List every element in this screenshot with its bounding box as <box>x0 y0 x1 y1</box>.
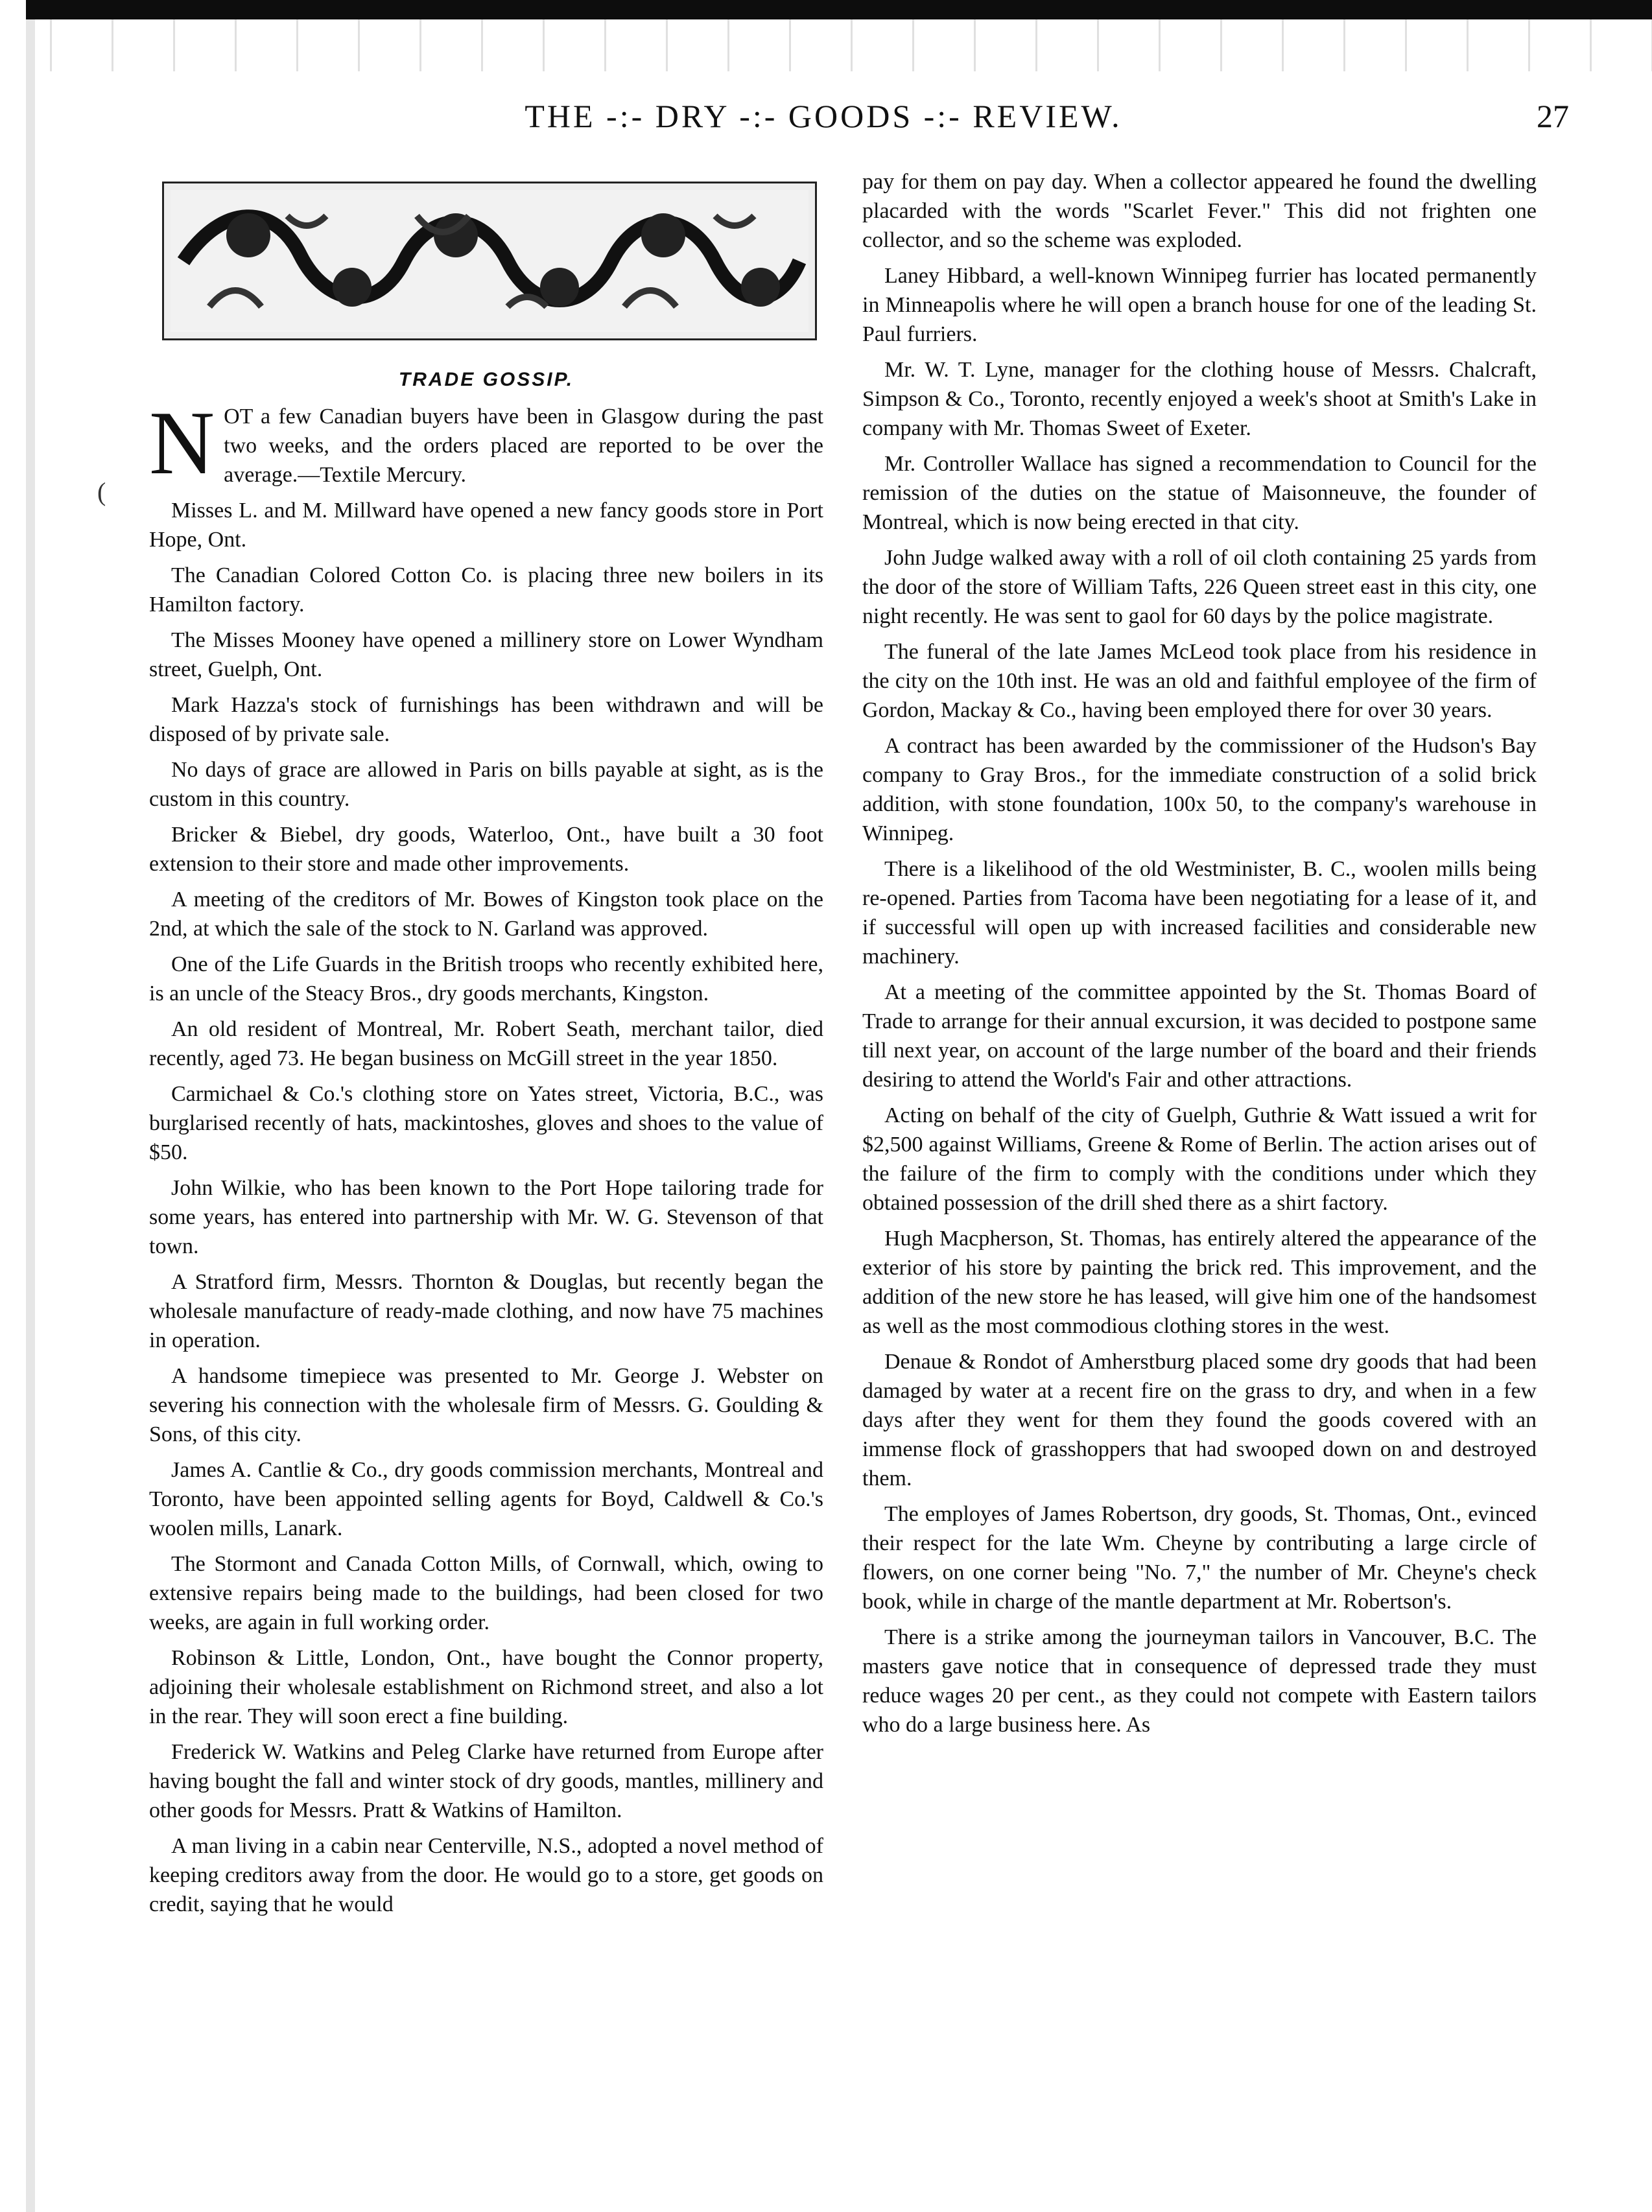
right-column <box>862 167 1537 1746</box>
news-item-paragraph: Denaue & Rondot of Amherstburg placed some dry goods that had been damaged by water at a recent fire on the grass to dry, and when in a few days after they went for them they found the goods covered with an immense flock of grasshoppers that had swooped down on and destroyed them. <box>862 1350 1537 1490</box>
publication-title: THE -:- DRY -:- GOODS -:- REVIEW. <box>525 98 1122 134</box>
top-border-speckle <box>26 19 1652 71</box>
news-item-paragraph: Misses L. and M. Millward have opened a new fancy goods store in Port Hope, Ont. <box>149 499 823 552</box>
news-item-paragraph: Mark Hazza's stock of furnishings has been withdrawn and will be disposed of by private sale. <box>149 693 823 746</box>
section-title: TRADE GOSSIP. <box>398 369 574 390</box>
drop-cap: N <box>149 393 215 493</box>
news-item-paragraph: At a meeting of the committee appointed by the St. Thomas Board of Trade to arrange for their annual excursion, it was decided to postpone same till next year, on account of the large number of the board and their friends desiring to attend the World's Fair and other attractions. <box>862 980 1537 1092</box>
news-item-paragraph: The Stormont and Canada Cotton Mills, of Cornwall, which, owing to extensive repairs being made to the buildings, had been closed for two weeks, are again in full working order. <box>149 1552 823 1634</box>
news-item-paragraph: No days of grace are allowed in Paris on bills payable at sight, as is the custom in this country. <box>149 758 823 811</box>
floral-ornament-icon <box>162 182 817 340</box>
news-item-paragraph: The Canadian Colored Cotton Co. is placing three new boilers in its Hamilton factory. <box>149 563 823 617</box>
news-item-paragraph: A Stratford firm, Messrs. Thornton & Douglas, but recently began the wholesale manufacture of ready-made clothing, and now have 75 machines in operation. <box>149 1270 823 1352</box>
news-item-paragraph: One of the Life Guards in the British troops who recently exhibited here, is an uncle of the Steacy Bros., dry goods merchants, Kingston. <box>149 952 823 1006</box>
continued-paragraph: pay for them on pay day. When a collector appeared he found the dwelling placarded with the words "Scarlet Fever." This did not frighten one collector, and so the scheme was exploded. <box>862 170 1537 252</box>
top-border-rule <box>26 0 1652 19</box>
news-item-paragraph: An old resident of Montreal, Mr. Robert Seath, merchant tailor, died recently, aged 73. He began business on McGill street in the year 1850. <box>149 1017 823 1070</box>
news-item-paragraph: Acting on behalf of the city of Guelph, Guthrie & Watt issued a writ for $2,500 against Williams, Greene & Rome of Berlin. The action arises out of the failure of the firm to comply with the conditions under which they obtained possession of the drill shed there as a shirt factory. <box>862 1103 1537 1215</box>
news-item-paragraph: Mr. W. T. Lyne, manager for the clothing house of Messrs. Chalcraft, Simpson & Co., Toronto, recently enjoyed a week's shoot at Smith's Lake in company with Mr. Thomas Sweet of Exeter. <box>862 358 1537 440</box>
news-item-paragraph: A man living in a cabin near Centerville, N.S., adopted a novel method of keeping creditors away from the door. He would go to a store, get goods on credit, saying that he would <box>149 1834 823 1916</box>
left-paragraph-list <box>149 496 823 1919</box>
news-item-paragraph: The employes of James Robertson, dry goods, St. Thomas, Ont., evinced their respect for the late Wm. Cheyne by contributing a large circle of flowers, on one corner being "No. 7," the number of Mr. Cheyne's check book, while in charge of the mantle department at Mr. Robertson's. <box>862 1502 1537 1614</box>
news-item-paragraph: There is a strike among the journeyman tailors in Vancouver, B.C. The masters gave notice that in consequence of depressed trade they must reduce wages 20 per cent., as they could not compete with Eastern tailors who do a large business here. As <box>862 1625 1537 1737</box>
news-item-paragraph: John Wilkie, who has been known to the Port Hope tailoring trade for some years, has entered into partnership with Mr. W. G. Stevenson of that town. <box>149 1176 823 1258</box>
page-number: 27 <box>1537 98 1569 134</box>
news-item-paragraph: There is a likelihood of the old Westminister, B. C., woolen mills being re-opened. Parties from Tacoma have been negotiating for a lease of it, and if successful will open up with increased facilities and considerable new machinery. <box>862 857 1537 969</box>
news-item-paragraph: Frederick W. Watkins and Peleg Clarke have returned from Europe after having bought the fall and winter stock of dry goods, mantles, millinery and other goods for Messrs. Pratt & Watkins of Hamilton. <box>149 1740 823 1822</box>
news-item-paragraph: Bricker & Biebel, dry goods, Waterloo, Ont., have built a 30 foot extension to their store and made other improvements. <box>149 823 823 876</box>
news-item-paragraph: John Judge walked away with a roll of oil cloth containing 25 yards from the door of the store of William Tafts, 226 Queen street east in this city, one night recently. He was sent to gaol for 60 days by the police magistrate. <box>862 546 1537 628</box>
page-left-edge <box>26 0 35 2212</box>
news-item-paragraph: Hugh Macpherson, St. Thomas, has entirely altered the appearance of the exterior of his store by painting the brick red. This improvement, and the addition of the new store he has leased, will give him one of the handsomest as well as the most commodious clothing stores in the west. <box>862 1227 1537 1338</box>
margin-mark: ( <box>97 477 106 506</box>
right-paragraph-list <box>862 261 1537 1739</box>
news-item-paragraph: A meeting of the creditors of Mr. Bowes of Kingston took place on the 2nd, at which the sale of the stock to N. Garland was approved. <box>149 888 823 941</box>
lead-paragraph <box>149 393 823 493</box>
news-item-paragraph: Mr. Controller Wallace has signed a recommendation to Council for the remission of the duties on the statue of Maisonneuve, the founder of Montreal, which is now being erected in that city. <box>862 452 1537 534</box>
lead-text: OT a few Canadian buyers have been in Glasgow during the past two weeks, and the orders placed are reported to be over the average.—Textile Mercury. <box>224 405 823 487</box>
page-header <box>78 97 1569 156</box>
news-item-paragraph: Carmichael & Co.'s clothing store on Yates street, Victoria, B.C., was burglarised recently of hats, mackintoshes, gloves and shoes to the value of $50. <box>149 1082 823 1164</box>
news-item-paragraph: Laney Hibbard, a well-known Winnipeg furrier has located permanently in Minneapolis where he will open a branch house for one of the leading St. Paul furriers. <box>862 264 1537 346</box>
news-item-paragraph: A contract has been awarded by the commissioner of the Hudson's Bay company to Gray Bros., for the immediate construction of a solid brick addition, with stone foundation, 100x 50, to the company's warehouse in Winnipeg. <box>862 734 1537 845</box>
news-item-paragraph: Robinson & Little, London, Ont., have bought the Connor property, adjoining their wholesale establishment on Richmond street, and also a lot in the rear. They will soon erect a fine building. <box>149 1646 823 1728</box>
news-item-paragraph: A handsome timepiece was presented to Mr. George J. Webster on severing his connection with the wholesale firm of Messrs. G. Goulding & Sons, of this city. <box>149 1364 823 1446</box>
news-item-paragraph: The Misses Mooney have opened a millinery store on Lower Wyndham street, Guelph, Ont. <box>149 628 823 681</box>
news-item-paragraph: James A. Cantlie & Co., dry goods commission merchants, Montreal and Toronto, have been appointed selling agents for Boyd, Caldwell & Co.'s woolen mills, Lanark. <box>149 1458 823 1540</box>
news-item-paragraph: The funeral of the late James McLeod took place from his residence in the city on the 10th inst. He was an old and faithful employee of the firm of Gordon, Mackay & Co., having been employed there for over 30 years. <box>862 640 1537 722</box>
left-column <box>149 162 823 1925</box>
